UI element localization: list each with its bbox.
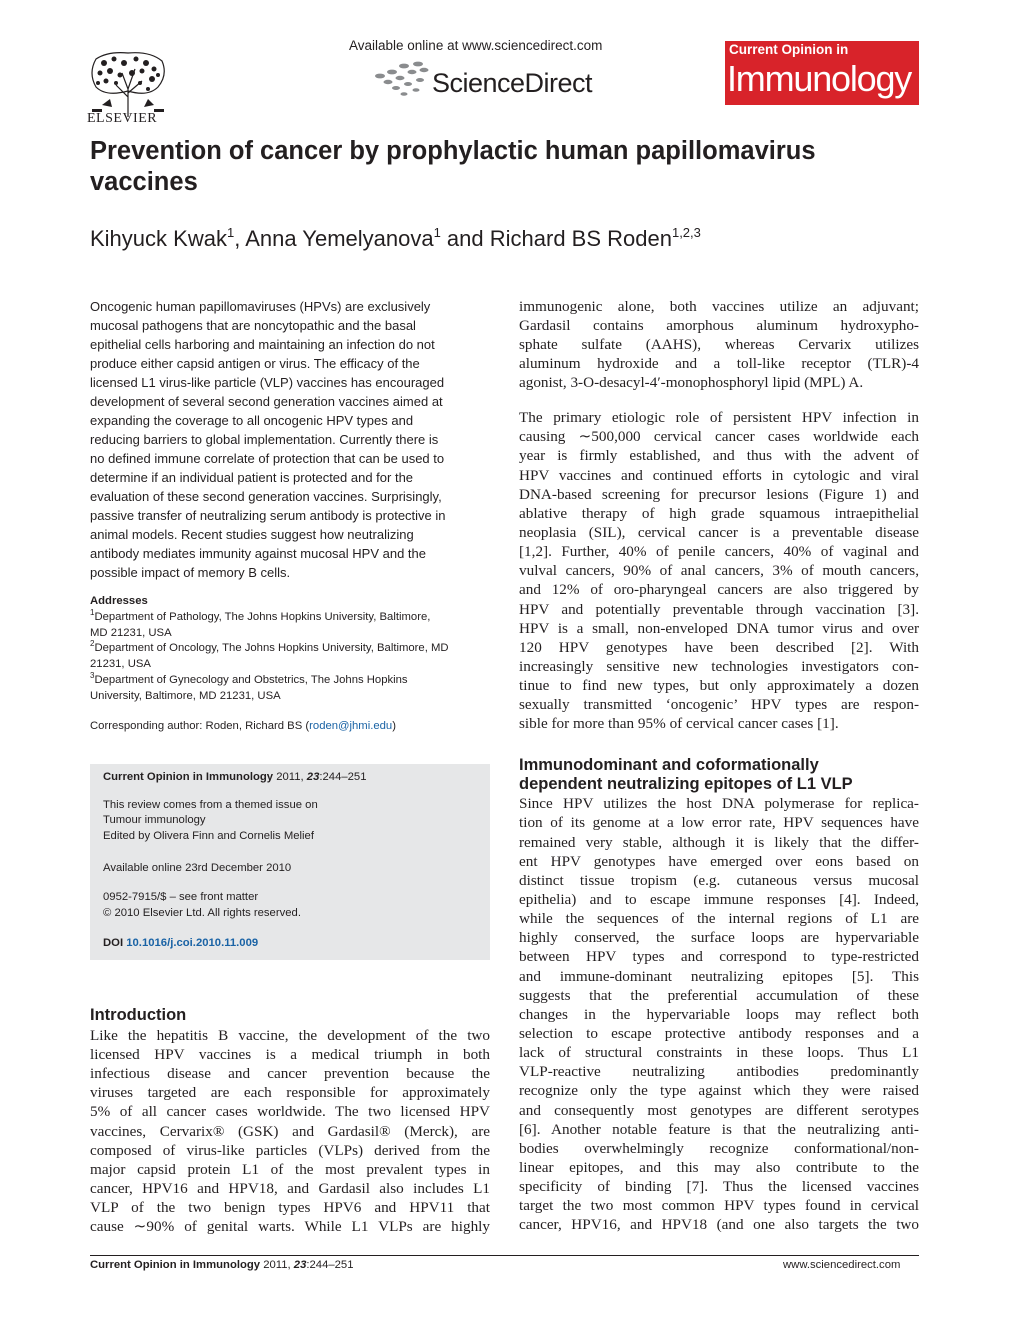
body-line: year is firmly established, and thus with the advent of (519, 447, 919, 464)
author-name[interactable]: Anna Yemelyanova (245, 226, 434, 251)
body-line: while the sequences of the internal regions of L1 are (519, 910, 919, 927)
address-line (90, 688, 490, 704)
abstract-line: possible impact of memory B cells. (90, 565, 291, 580)
box-doi (103, 936, 258, 951)
box-year: 2011, (273, 771, 307, 783)
footer-url-link[interactable]: www.sciencedirect.com (783, 1259, 901, 1271)
body-line: tion of its genome at a low error rate, HPV sequences have (519, 814, 919, 831)
address-text: 21231, USA (90, 658, 151, 670)
address-sup: 3 (90, 671, 95, 680)
body-line: vulval cancers, 90% of anal cancers, 3% of mouth cancers, (519, 562, 919, 579)
abstract-line: produce either capsid antigen or virus. The efficacy of the (90, 356, 420, 371)
introduction-heading: Introduction (90, 1006, 187, 1024)
box-themed-topic: Tumour immunology (103, 814, 206, 826)
corresponding-suffix: ) (392, 720, 396, 732)
box-available-date: Available online 23rd December 2010 (103, 862, 292, 874)
box-copyright: © 2010 Elsevier Ltd. All rights reserved. (103, 907, 301, 919)
article-title-line: vaccines (90, 168, 198, 196)
address-line (90, 672, 490, 688)
address-sup: 1 (90, 608, 95, 617)
body-line: licensed HPV vaccines is a medical triumph in both (90, 1046, 490, 1063)
footer-citation (90, 1259, 354, 1271)
abstract-line: Oncogenic human papillomaviruses (HPVs) are exclusively (90, 299, 431, 314)
body-line: cause ∼90% of genital warts. While L1 VLPs are highly (90, 1218, 490, 1235)
author-affiliation: 1 (226, 225, 235, 240)
footer-volume: 23 (293, 1259, 307, 1271)
body-line: between HPV types and correspond to type-restricted (519, 948, 919, 965)
abstract-line: evaluation of these second generation vaccines. Surprisingly, (90, 489, 442, 504)
abstract-line: antibody mediates immunity against mucosal HPV and the (90, 546, 427, 561)
abstract-line: development of several second generation vaccines aimed at (90, 394, 443, 409)
address-line (90, 625, 490, 641)
body-line: distinct tissue tropism (e.g. cutaneous versus mucosal (519, 872, 919, 889)
box-themed-line: This review comes from a themed issue on (103, 799, 318, 811)
article-title-line: Prevention of cancer by prophylactic human papillomavirus (90, 137, 816, 165)
body-line: HPV is a small, non-enveloped DNA tumor virus and over (519, 620, 919, 637)
corresponding-email-link[interactable]: roden@jhmi.edu (309, 720, 393, 732)
abstract-line: mucosal pathogens that are noncytopathic and the basal (90, 318, 416, 333)
body-line: remained very stable, although it is likely that the differ- (519, 834, 919, 851)
author-separator: , (234, 226, 246, 251)
body-line: cancer, HPV16 and HPV18, and Gardasil also includes L1 (90, 1180, 490, 1197)
body-line: and immune-dominant neutralizing epitopes [5]. This (519, 968, 919, 985)
address-text: MD 21231, USA (90, 627, 172, 639)
author-name[interactable]: Richard BS Roden (489, 226, 672, 251)
corresponding-prefix: Corresponding author: Roden, Richard BS ( (90, 720, 310, 732)
author-name[interactable]: Kihyuck Kwak (90, 226, 227, 251)
footer-rule (90, 1255, 919, 1256)
body-line: aluminum hydroxide and a toll-like receptor (TLR)-4 (519, 355, 919, 372)
box-issn: 0952-7915/$ – see front matter (103, 891, 259, 903)
body-line: composed of virus-like particles (VLPs) derived from the (90, 1142, 490, 1159)
corresponding-author (90, 720, 396, 732)
address-text: Department of Gynecology and Obstetrics, The Johns Hopkins (94, 674, 408, 686)
box-journal: Current Opinion in Immunology (103, 771, 274, 783)
address-text: Department of Pathology, The Johns Hopkins University, Baltimore, (94, 611, 431, 623)
body-line: sible for more than 95% of cervical cancer cases [1]. (519, 715, 839, 732)
body-line: and consequently most genotypes are different serotypes (519, 1102, 919, 1119)
body-line: vaccines, Cervarix® (GSK) and Gardasil® (Merck), are (90, 1123, 490, 1140)
section-heading: dependent neutralizing epitopes of L1 VLP (519, 775, 853, 793)
abstract-line: reducing barriers to global implementation. Currently there is (90, 432, 439, 447)
address-text: University, Baltimore, MD 21231, USA (90, 690, 281, 702)
body-line: 5% of all cancer cases worldwide. The two licensed HPV (90, 1103, 490, 1120)
abstract-line: expanding the coverage to all oncogenic HPV types and (90, 413, 414, 428)
body-line: changes in the hypervariable loops may reflect both (519, 1006, 919, 1023)
author-affiliation: 1 (433, 225, 441, 240)
body-line: highly conserved, the surface loops are hypervariable (519, 929, 919, 946)
footer-journal: Current Opinion in Immunology (90, 1259, 261, 1271)
body-line: lack of structural constraints in these loops. Thus L1 (519, 1044, 919, 1061)
abstract-line: epithelial cells harboring and maintaining an infection do not (90, 337, 435, 352)
journal-banner-title: Immunology (727, 58, 912, 99)
author-list (90, 226, 701, 252)
abstract-line: determine if an individual patient is protected and for the (90, 470, 414, 485)
author-separator: and (440, 226, 490, 251)
body-line: Like the hepatitis B vaccine, the development of the two (90, 1027, 490, 1044)
body-line: VLP of the two benign types HPV6 and HPV11 that (90, 1199, 490, 1216)
footer-pages: :244–251 (306, 1259, 354, 1271)
address-text: Department of Oncology, The Johns Hopkins University, Baltimore, MD (94, 642, 449, 654)
sciencedirect-wordmark: ScienceDirect (432, 68, 593, 98)
body-line: [1,2]. Further, 40% of penile cancers, 40% of vaginal and (519, 543, 919, 560)
body-line: ablative therapy of high grade squamous intraepithelial (519, 505, 919, 522)
body-line: Since HPV utilizes the host DNA polymerase for replica- (519, 795, 919, 812)
publisher-name: ELSEVIER (87, 111, 158, 126)
body-line: recognize only the type against which they were raised (519, 1082, 919, 1099)
body-line: ent HPV genotypes have emerged over eons based on (519, 853, 919, 870)
section-heading: Immunodominant and coformationally (519, 756, 819, 774)
box-volume: 23 (306, 771, 320, 783)
doi-link[interactable]: 10.1016/j.coi.2010.11.009 (126, 937, 259, 949)
body-line: immunogenic alone, both vaccines utilize an adjuvant; (519, 298, 919, 315)
body-line: HPV vaccines and continued efforts in cytologic and viral (519, 467, 919, 484)
body-line: infectious disease and cancer prevention because the (90, 1065, 490, 1082)
body-line: 120 HPV genotypes have been described [2]. With (519, 639, 919, 656)
body-line: tinue to find new types, but only approximately a dozen (519, 677, 919, 694)
footer-year: 2011, (260, 1259, 294, 1271)
body-line: viruses targeted are each responsible for approximately (90, 1084, 490, 1101)
body-line: major capsid protein L1 of the most prevalent types in (90, 1161, 490, 1178)
box-editors: Edited by Olivera Finn and Cornelis Melief (103, 830, 314, 842)
available-online-text[interactable]: Available online at www.sciencedirect.com (349, 38, 603, 53)
abstract-line: licensed L1 virus-like particle (VLP) vaccines has encouraged (90, 375, 445, 390)
body-line: linear epitopes, and this may also contribute to the (519, 1159, 919, 1176)
box-doi-label: DOI (103, 937, 124, 949)
body-line: The primary etiologic role of persistent HPV infection in (519, 409, 919, 426)
body-line: DNA-based screening for precursor lesions (Figure 1) and (519, 486, 919, 503)
body-line: agonist, 3-O-desacyl-4′-monophosphoryl lipid (MPL) A. (519, 374, 864, 391)
body-line: neoplasia (SIL), cervical cancer is a preventable disease (519, 524, 919, 541)
address-line (90, 609, 490, 625)
body-line: [6]. Another notable feature is that the neutralizing anti- (519, 1121, 919, 1138)
box-pages: :244–251 (319, 771, 367, 783)
body-line: bodies overwhelmingly recognize conformational/non- (519, 1140, 919, 1157)
body-line: selection to escape protective antibody responses and a (519, 1025, 919, 1042)
journal-banner-top: Current Opinion in (729, 42, 849, 57)
body-line: Gardasil contains amorphous aluminum hydroxypho- (519, 317, 919, 334)
address-line (90, 656, 490, 672)
body-line: causing ∼500,000 cervical cancer cases worldwide each (519, 428, 919, 445)
address-sup: 2 (90, 639, 95, 648)
body-line: and 12% of oro-pharyngeal cancers are also triggered by (519, 581, 919, 598)
body-line: target the two most common HPV types found in cervical (519, 1197, 919, 1214)
abstract-line: passive transfer of neutralizing serum antibody is protective in (90, 508, 446, 523)
author-affiliation: 1,2,3 (671, 225, 701, 240)
body-line: epithelia) and to escape immune responses [4]. Indeed, (519, 891, 919, 908)
body-line: increasingly sensitive new technologies investigators con- (519, 658, 919, 675)
body-line: suggests that the preferential accumulation of these (519, 987, 919, 1004)
abstract-line: animal models. Recent studies suggest how neutralizing (90, 527, 414, 542)
body-line: VLP-reactive neutralizing antibodies predominantly (519, 1063, 919, 1080)
body-line: sphate sulfate (AAHS), whereas Cervarix utilizes (519, 336, 919, 353)
abstract-line: no defined immune correlate of protection that can be used to (90, 451, 445, 466)
body-line: specificity of binding [7]. Thus the licensed vaccines (519, 1178, 919, 1195)
box-citation (103, 770, 367, 785)
article-title (90, 136, 890, 198)
address-line (90, 640, 490, 656)
body-line: sexually transmitted ‘oncogenic’ HPV types are respon- (519, 696, 919, 713)
body-line: HPV and potentially preventable through vaccination [3]. (519, 601, 919, 618)
body-line: cancer, HPV16, and HPV18 (and one also targets the two (519, 1216, 919, 1233)
addresses-heading: Addresses (90, 595, 148, 607)
